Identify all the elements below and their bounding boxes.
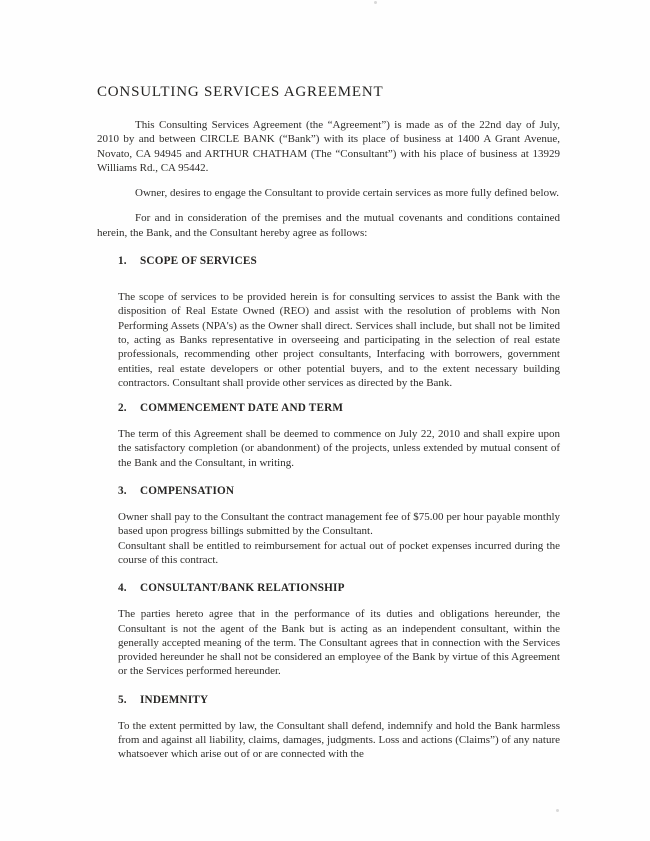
section-number: 2. <box>118 402 127 415</box>
document-title: CONSULTING SERVICES AGREEMENT <box>97 84 384 100</box>
section-paragraph: The scope of services to be provided herein is for consulting services to assist the Bank with the disposition of Real Estate Owned (REO) and assist with the resolution of problems with Non Performing Assets (NPA's) as the Owner shall direct. Services shall include, but shall not be limited to, acting as Banks representative in overseeing and participating in the selection of real estate professionals, recommending other project consultants, Interfacing with borrowers, government entities, real estate developers or other potential buyers, and to the extent necessary building contractors. Consultant shall provide other services as directed by the Bank. <box>118 291 560 389</box>
section-heading <box>118 485 560 497</box>
section-heading-label: COMPENSATION <box>140 485 235 498</box>
intro-paragraph: For and in consideration of the premises and the mutual covenants and conditions contained herein, the Bank, and the Consultant hereby agree as follows: <box>97 212 560 239</box>
intro-paragraph: This Consulting Services Agreement (the “Agreement”) is made as of the 22nd day of July, 2010 by and between CIRCLE BANK (“Bank”) with its place of business at 1400 A Grant Avenue, Novato, CA 94945 and ARTHUR CHATHAM (The “Consultant”) with his place of business at 13929 Williams Rd., CA 95442. <box>97 119 560 174</box>
section-number: 5. <box>118 693 127 706</box>
section-scope-of-services <box>118 255 560 390</box>
section-paragraph: The term of this Agreement shall be deemed to commence on July 22, 2010 and shall expire upon the satisfactory completion (or abandonment) of the projects, unless extended by mutual consent of the Bank and the Consultant, in writing. <box>118 428 560 469</box>
section-indemnity <box>118 694 560 762</box>
section-heading-label: SCOPE OF SERVICES <box>140 255 257 268</box>
section-heading <box>118 582 560 594</box>
section-number: 3. <box>118 485 127 498</box>
section-number: 1. <box>118 255 127 268</box>
section-heading <box>118 255 560 267</box>
section-paragraph: Consultant shall be entitled to reimbursement for actual out of pocket expenses incurred during the course of this contract. <box>118 539 560 566</box>
section-paragraph: The parties hereto agree that in the performance of its duties and obligations hereunder, the Consultant is not the agent of the Bank but is acting as an independent consultant, within the generally accepted meaning of the term. The Consultant agrees that in connection with the Services provided hereunder he shall not be considered an employee of the Bank by virtue of this Agreement or the Services performed hereunder. <box>118 608 560 678</box>
section-paragraph: To the extent permitted by law, the Consultant shall defend, indemnify and hold the Bank harmless from and against all liability, claims, damages, judgments. Loss and actions (Claims”) of any nature whatsoever which arise out of or are connected with the <box>118 719 560 761</box>
section-heading-label: INDEMNITY <box>140 693 209 706</box>
section-heading-label: CONSULTANT/BANK RELATIONSHIP <box>140 582 345 595</box>
section-heading-label: COMMENCEMENT DATE AND TERM <box>140 402 344 415</box>
section-compensation <box>118 485 560 567</box>
section-heading <box>118 694 560 706</box>
section-commencement-date-and-term <box>118 402 560 470</box>
section-heading <box>118 402 560 414</box>
scan-artifact <box>556 809 559 812</box>
section-paragraph: Owner shall pay to the Consultant the contract management fee of $75.00 per hour payable monthly based upon progress billings submitted by the Consultant. <box>118 511 560 538</box>
scan-artifact <box>374 1 377 4</box>
section-number: 4. <box>118 582 127 595</box>
section-consultant-bank-relationship <box>118 582 560 678</box>
intro-paragraph: Owner, desires to engage the Consultant to provide certain services as more fully defined below. <box>135 187 560 200</box>
